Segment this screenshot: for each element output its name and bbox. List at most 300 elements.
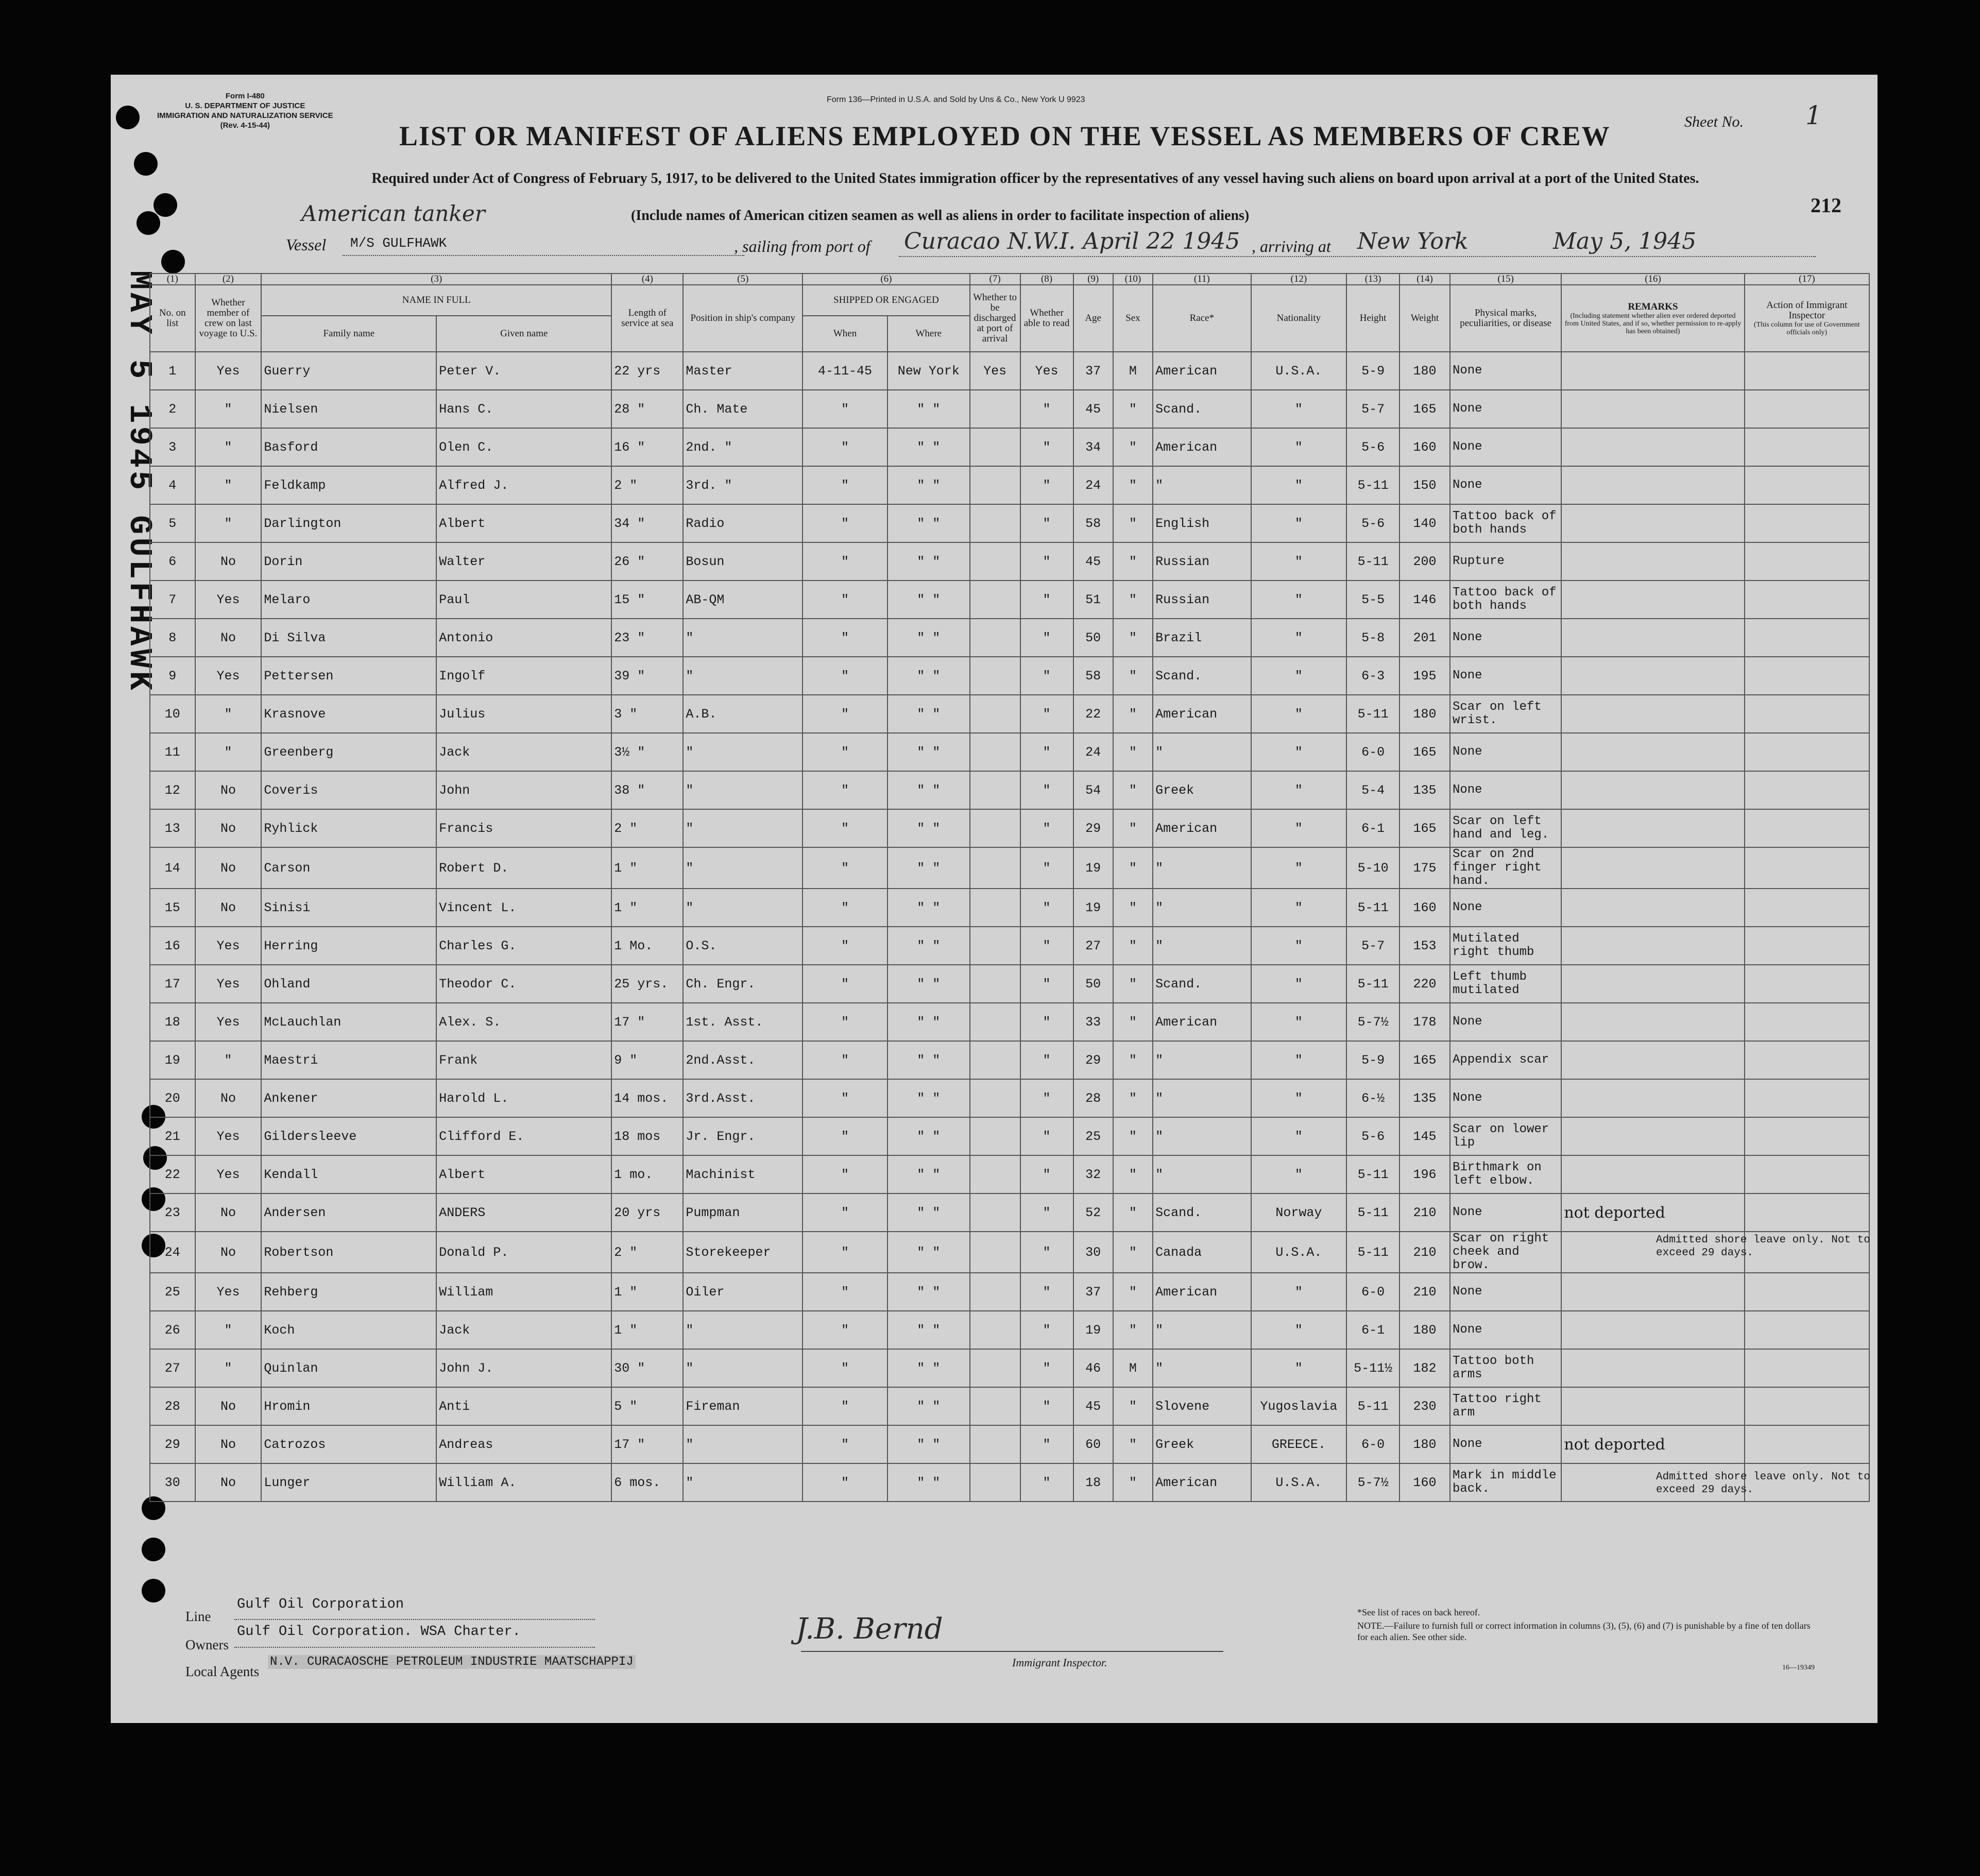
inspector-action-cell	[1745, 1041, 1869, 1079]
position-cell: "	[683, 847, 803, 889]
table-row	[150, 1079, 1869, 1117]
shipped-when-cell: "	[803, 847, 887, 889]
age-cell: 45	[1073, 390, 1113, 428]
sex-cell: "	[1113, 1193, 1153, 1232]
able-to-read-cell: "	[1020, 619, 1073, 657]
nationality-cell: "	[1251, 390, 1346, 428]
column-number-row	[150, 274, 1869, 285]
table-row	[150, 809, 1869, 847]
weight-cell: 180	[1399, 352, 1450, 390]
sex-cell: "	[1113, 927, 1153, 965]
remarks-cell	[1561, 428, 1744, 466]
discharged-cell	[970, 1003, 1020, 1041]
service-length-cell: 25 yrs.	[611, 965, 683, 1003]
given-name-cell: Andreas	[436, 1425, 611, 1463]
height-cell: 5-4	[1346, 771, 1399, 809]
remarks-cell	[1561, 1273, 1744, 1311]
colnum: (15)	[1450, 274, 1561, 285]
sex-cell: "	[1113, 1463, 1153, 1502]
age-cell: 51	[1073, 581, 1113, 619]
physical-marks-cell: Tattoo back of both hands	[1450, 504, 1561, 542]
height-cell: 5-6	[1346, 1117, 1399, 1155]
position-cell: "	[683, 1463, 803, 1502]
physical-marks-cell: None	[1450, 428, 1561, 466]
family-name-cell: Hromin	[261, 1387, 436, 1425]
shipped-where-cell: " "	[887, 771, 970, 809]
nationality-cell: "	[1251, 1003, 1346, 1041]
family-name-cell: Pettersen	[261, 657, 436, 695]
list-number-cell: 3	[150, 428, 195, 466]
prev-voyage-cell: No	[195, 1387, 262, 1425]
nationality-cell: U.S.A.	[1251, 1232, 1346, 1273]
service-length-cell: 5 "	[611, 1387, 683, 1425]
shipped-where-cell: " "	[887, 1425, 970, 1463]
inspector-signature: J.B. Bernd	[796, 1612, 943, 1646]
shipped-where-cell: New York	[887, 352, 970, 390]
sex-cell: "	[1113, 1273, 1153, 1311]
include-note: (Include names of American citizen seamen as well as aliens in order to facilitate inspection of aliens)	[631, 208, 1250, 224]
race-cell: American	[1153, 1463, 1251, 1502]
remarks-cell	[1561, 390, 1744, 428]
given-name-cell: Alfred J.	[436, 466, 611, 504]
physical-marks-cell: None	[1450, 466, 1561, 504]
colnum: (16)	[1561, 274, 1744, 285]
discharged-cell	[970, 542, 1020, 581]
inspector-label: Immigrant Inspector.	[1012, 1656, 1107, 1669]
prev-voyage-cell: No	[195, 542, 262, 581]
position-cell: AB-QM	[683, 581, 803, 619]
printer-line: Form 136—Printed in U.S.A. and Sold by Uns & Co., New York U 9923	[827, 95, 1085, 104]
arrival-date: May 5, 1945	[1553, 228, 1697, 254]
sailing-label: , sailing from port of	[734, 237, 870, 255]
shipped-where-cell: " "	[887, 695, 970, 733]
prev-voyage-cell: No	[195, 619, 262, 657]
prev-voyage-cell: No	[195, 1079, 262, 1117]
nationality-cell: "	[1251, 1079, 1346, 1117]
physical-marks-cell: Tattoo both arms	[1450, 1349, 1561, 1387]
weight-cell: 165	[1399, 390, 1450, 428]
table-row	[150, 965, 1869, 1003]
race-cell: "	[1153, 1155, 1251, 1193]
shipped-when-cell: "	[803, 809, 887, 847]
given-name-cell: Charles G.	[436, 927, 611, 965]
service-length-cell: 17 "	[611, 1003, 683, 1041]
colnum: (6)	[803, 274, 970, 285]
sex-cell: "	[1113, 1079, 1153, 1117]
sex-cell: M	[1113, 1349, 1153, 1387]
shipped-when-cell: "	[803, 619, 887, 657]
list-number-cell: 10	[150, 695, 195, 733]
remarks-title: REMARKS	[1628, 301, 1678, 312]
shipped-where-cell: " "	[887, 1463, 970, 1502]
prev-voyage-cell: "	[195, 695, 262, 733]
shipped-when-cell: "	[803, 889, 887, 927]
sex-cell: "	[1113, 542, 1153, 581]
shipped-when-cell: 4-11-45	[803, 352, 887, 390]
weight-cell: 210	[1399, 1273, 1450, 1311]
signature-line	[801, 1651, 1223, 1652]
nationality-cell: "	[1251, 889, 1346, 927]
nationality-cell: "	[1251, 1041, 1346, 1079]
shipped-where-cell: " "	[887, 809, 970, 847]
physical-marks-cell: Mutilated right thumb	[1450, 927, 1561, 965]
weight-cell: 180	[1399, 1311, 1450, 1349]
height-cell: 5-8	[1346, 619, 1399, 657]
line-underline	[234, 1619, 595, 1620]
table-row	[150, 1003, 1869, 1041]
header-prev-voyage: Whether member of crew on last voyage to U.S.	[195, 285, 262, 352]
agents-label: Local Agents	[185, 1664, 260, 1679]
inspector-action-cell	[1745, 542, 1869, 581]
race-cell: American	[1153, 1273, 1251, 1311]
sheet-number: 1	[1805, 100, 1822, 130]
prev-voyage-cell: "	[195, 504, 262, 542]
discharged-cell	[970, 1387, 1020, 1425]
remarks-cell	[1561, 927, 1744, 965]
family-name-cell: Dorin	[261, 542, 436, 581]
discharged-cell	[970, 1463, 1020, 1502]
height-cell: 5-11	[1346, 466, 1399, 504]
family-name-cell: Ryhlick	[261, 809, 436, 847]
admitted-note: Admitted shore leave only. Not to exceed 29 days.	[1656, 1234, 1870, 1259]
remarks-cell	[1561, 1349, 1744, 1387]
line-value: Gulf Oil Corporation	[237, 1597, 404, 1612]
header-weight: Weight	[1399, 285, 1450, 352]
able-to-read-cell: "	[1020, 1387, 1073, 1425]
table-row	[150, 1041, 1869, 1079]
shipped-when-cell: "	[803, 428, 887, 466]
physical-marks-cell: Tattoo back of both hands	[1450, 581, 1561, 619]
punch-hole	[142, 1538, 165, 1561]
age-cell: 60	[1073, 1425, 1113, 1463]
header-discharged: Whether to be discharged at port of arrival	[970, 285, 1020, 352]
table-row	[150, 847, 1869, 889]
nationality-cell: "	[1251, 619, 1346, 657]
remarks-cell	[1561, 1387, 1744, 1425]
table-row	[150, 1273, 1869, 1311]
weight-cell: 196	[1399, 1155, 1450, 1193]
shipped-when-cell: "	[803, 1425, 887, 1463]
nationality-cell: "	[1251, 927, 1346, 965]
weight-cell: 175	[1399, 847, 1450, 889]
family-name-cell: Gildersleeve	[261, 1117, 436, 1155]
remarks-cell	[1561, 581, 1744, 619]
punch-hole	[134, 152, 158, 176]
height-cell: 5-6	[1346, 428, 1399, 466]
shipped-where-cell: " "	[887, 1232, 970, 1273]
shipped-when-cell: "	[803, 542, 887, 581]
shipped-when-cell: "	[803, 1232, 887, 1273]
nationality-cell: "	[1251, 847, 1346, 889]
sex-cell: "	[1113, 657, 1153, 695]
action-desc: (This column for use of Government officials only)	[1754, 321, 1860, 336]
family-name-cell: Krasnove	[261, 695, 436, 733]
service-length-cell: 3½ "	[611, 733, 683, 771]
remarks-cell	[1561, 1311, 1744, 1349]
remarks-cell	[1561, 1117, 1744, 1155]
inspector-action-cell	[1745, 504, 1869, 542]
discharged-cell	[970, 695, 1020, 733]
remarks-cell: not deported	[1561, 1425, 1744, 1463]
form-number: Form I-480	[225, 92, 265, 100]
family-name-cell: Sinisi	[261, 889, 436, 927]
shipped-where-cell: " "	[887, 1387, 970, 1425]
position-cell: Fireman	[683, 1387, 803, 1425]
physical-marks-cell: None	[1450, 889, 1561, 927]
given-name-cell: William	[436, 1273, 611, 1311]
able-to-read-cell: "	[1020, 428, 1073, 466]
prev-voyage-cell: "	[195, 390, 262, 428]
list-number-cell: 13	[150, 809, 195, 847]
prev-voyage-cell: "	[195, 428, 262, 466]
weight-cell: 165	[1399, 809, 1450, 847]
prev-voyage-cell: Yes	[195, 581, 262, 619]
weight-cell: 160	[1399, 428, 1450, 466]
act-requirement: Required under Act of Congress of February 5, 1917, to be delivered to the United States immigration officer by the representatives of any vessel having such aliens on board upon arrival at a port of the United States.	[371, 170, 1699, 186]
remarks-cell	[1561, 695, 1744, 733]
race-cell: American	[1153, 809, 1251, 847]
physical-marks-cell: None	[1450, 657, 1561, 695]
physical-marks-cell: None	[1450, 1273, 1561, 1311]
given-name-cell: Albert	[436, 504, 611, 542]
form-agency-block	[157, 91, 333, 130]
inspector-action-cell	[1745, 619, 1869, 657]
weight-cell: 195	[1399, 657, 1450, 695]
given-name-cell: Jack	[436, 1311, 611, 1349]
discharged-cell	[970, 1117, 1020, 1155]
prev-voyage-cell: No	[195, 1232, 262, 1273]
inspector-action-cell	[1745, 1079, 1869, 1117]
nationality-cell: "	[1251, 1349, 1346, 1387]
table-row	[150, 1387, 1869, 1425]
service-length-cell: 2 "	[611, 1232, 683, 1273]
discharged-cell	[970, 1155, 1020, 1193]
position-cell: Bosun	[683, 542, 803, 581]
page-title: LIST OR MANIFEST OF ALIENS EMPLOYED ON THE VESSEL AS MEMBERS OF CREW	[399, 121, 1611, 151]
physical-marks-cell: None	[1450, 771, 1561, 809]
sex-cell: "	[1113, 390, 1153, 428]
header-family-name: Family name	[261, 316, 436, 352]
arriving-label: , arriving at	[1252, 237, 1331, 255]
shipped-when-cell: "	[803, 1463, 887, 1502]
family-name-cell: Kendall	[261, 1155, 436, 1193]
position-cell: 2nd. "	[683, 428, 803, 466]
remarks-cell: not deported	[1561, 1193, 1744, 1232]
discharged-cell: Yes	[970, 352, 1020, 390]
weight-cell: 220	[1399, 965, 1450, 1003]
list-number-cell: 29	[150, 1425, 195, 1463]
shipped-when-cell: "	[803, 1117, 887, 1155]
weight-cell: 230	[1399, 1387, 1450, 1425]
age-cell: 29	[1073, 809, 1113, 847]
nationality-cell: "	[1251, 466, 1346, 504]
colnum: (14)	[1399, 274, 1450, 285]
shipped-where-cell: " "	[887, 1041, 970, 1079]
prev-voyage-cell: No	[195, 771, 262, 809]
list-number-cell: 17	[150, 965, 195, 1003]
header-position: Position in ship's company	[683, 285, 803, 352]
list-number-cell: 4	[150, 466, 195, 504]
age-cell: 46	[1073, 1349, 1113, 1387]
discharged-cell	[970, 428, 1020, 466]
shipped-where-cell: " "	[887, 390, 970, 428]
age-cell: 54	[1073, 771, 1113, 809]
discharged-cell	[970, 889, 1020, 927]
vessel-underline	[343, 255, 744, 256]
service-length-cell: 20 yrs	[611, 1193, 683, 1232]
physical-marks-cell: Tattoo right arm	[1450, 1387, 1561, 1425]
height-cell: 5-11	[1346, 1232, 1399, 1273]
able-to-read-cell: "	[1020, 1425, 1073, 1463]
race-cell: American	[1153, 428, 1251, 466]
able-to-read-cell: "	[1020, 466, 1073, 504]
given-name-cell: Antonio	[436, 619, 611, 657]
able-to-read-cell: "	[1020, 771, 1073, 809]
table-row	[150, 1425, 1869, 1463]
height-cell: 5-7	[1346, 927, 1399, 965]
header-given-name: Given name	[436, 316, 611, 352]
discharged-cell	[970, 581, 1020, 619]
age-cell: 29	[1073, 1041, 1113, 1079]
service-length-cell: 2 "	[611, 809, 683, 847]
given-name-cell: Julius	[436, 695, 611, 733]
inspector-action-cell	[1745, 581, 1869, 619]
height-cell: 5-11	[1346, 965, 1399, 1003]
service-length-cell: 6 mos.	[611, 1463, 683, 1502]
penalty-note: NOTE.—Failure to furnish full or correct information in columns (3), (5), (6) and (7) is punishable by a fine of ten dollars for each alien. See other side.	[1357, 1621, 1811, 1642]
table-row	[150, 1232, 1869, 1273]
age-cell: 19	[1073, 847, 1113, 889]
route-underline	[899, 256, 1816, 257]
shipped-when-cell: "	[803, 1155, 887, 1193]
family-name-cell: Greenberg	[261, 733, 436, 771]
given-name-cell: John	[436, 771, 611, 809]
family-name-cell: Quinlan	[261, 1349, 436, 1387]
height-cell: 5-7½	[1346, 1463, 1399, 1502]
colnum: (3)	[261, 274, 611, 285]
nationality-cell: "	[1251, 695, 1346, 733]
able-to-read-cell: Yes	[1020, 352, 1073, 390]
discharged-cell	[970, 1349, 1020, 1387]
service-length-cell: 23 "	[611, 619, 683, 657]
sex-cell: "	[1113, 619, 1153, 657]
physical-marks-cell: Scar on lower lip	[1450, 1117, 1561, 1155]
weight-cell: 165	[1399, 1041, 1450, 1079]
weight-cell: 145	[1399, 1117, 1450, 1155]
age-cell: 50	[1073, 619, 1113, 657]
height-cell: 5-11	[1346, 1193, 1399, 1232]
list-number-cell: 22	[150, 1155, 195, 1193]
position-cell: "	[683, 771, 803, 809]
physical-marks-cell: Scar on right cheek and brow.	[1450, 1232, 1561, 1273]
able-to-read-cell: "	[1020, 581, 1073, 619]
prev-voyage-cell: "	[195, 1311, 262, 1349]
weight-cell: 135	[1399, 1079, 1450, 1117]
sex-cell: "	[1113, 733, 1153, 771]
discharged-cell	[970, 771, 1020, 809]
nationality-cell: "	[1251, 965, 1346, 1003]
able-to-read-cell: "	[1020, 657, 1073, 695]
nationality-cell: "	[1251, 809, 1346, 847]
weight-cell: 201	[1399, 619, 1450, 657]
age-cell: 58	[1073, 504, 1113, 542]
family-name-cell: Koch	[261, 1311, 436, 1349]
height-cell: 6-3	[1346, 657, 1399, 695]
age-cell: 52	[1073, 1193, 1113, 1232]
action-title: Action of Immigrant Inspector	[1766, 300, 1848, 321]
height-cell: 5-7	[1346, 390, 1399, 428]
colnum: (8)	[1020, 274, 1073, 285]
discharged-cell	[970, 1273, 1020, 1311]
colnum: (9)	[1073, 274, 1113, 285]
admitted-note: Admitted shore leave only. Not to exceed 29 days.	[1656, 1471, 1870, 1496]
service-length-cell: 16 "	[611, 428, 683, 466]
colnum: (10)	[1113, 274, 1153, 285]
shipped-when-cell: "	[803, 1193, 887, 1232]
given-name-cell: William A.	[436, 1463, 611, 1502]
remarks-cell	[1561, 1041, 1744, 1079]
weight-cell: 210	[1399, 1232, 1450, 1273]
header-nationality: Nationality	[1251, 285, 1346, 352]
shipped-when-cell: "	[803, 504, 887, 542]
nationality-cell: "	[1251, 504, 1346, 542]
weight-cell: 180	[1399, 1425, 1450, 1463]
prev-voyage-cell: Yes	[195, 965, 262, 1003]
header-name: NAME IN FULL	[261, 285, 611, 316]
service-name: IMMIGRATION AND NATURALIZATION SERVICE	[157, 111, 333, 120]
family-name-cell: Catrozos	[261, 1425, 436, 1463]
side-stamp: MAY 5 1945 GULFHAWK	[121, 270, 158, 693]
age-cell: 25	[1073, 1117, 1113, 1155]
vessel-label: Vessel	[286, 235, 327, 254]
inspector-action-cell	[1745, 1311, 1869, 1349]
remarks-cell	[1561, 771, 1744, 809]
height-cell: 5-11	[1346, 542, 1399, 581]
service-length-cell: 2 "	[611, 466, 683, 504]
list-number-cell: 6	[150, 542, 195, 581]
header-race: Race*	[1153, 285, 1251, 352]
inspector-action-cell	[1745, 771, 1869, 809]
discharged-cell	[970, 619, 1020, 657]
inspector-action-cell	[1745, 733, 1869, 771]
sex-cell: "	[1113, 809, 1153, 847]
colnum: (13)	[1346, 274, 1399, 285]
race-cell: Scand.	[1153, 657, 1251, 695]
race-cell: "	[1153, 1311, 1251, 1349]
nationality-cell: "	[1251, 1117, 1346, 1155]
position-cell: A.B.	[683, 695, 803, 733]
service-length-cell: 34 "	[611, 504, 683, 542]
given-name-cell: Olen C.	[436, 428, 611, 466]
family-name-cell: Basford	[261, 428, 436, 466]
height-cell: 6-0	[1346, 733, 1399, 771]
remarks-cell	[1561, 619, 1744, 657]
list-number-cell: 18	[150, 1003, 195, 1041]
position-cell: Pumpman	[683, 1193, 803, 1232]
sex-cell: "	[1113, 889, 1153, 927]
height-cell: 6-0	[1346, 1425, 1399, 1463]
race-cell: Canada	[1153, 1232, 1251, 1273]
race-cell: Russian	[1153, 581, 1251, 619]
service-length-cell: 26 "	[611, 542, 683, 581]
prev-voyage-cell: No	[195, 1193, 262, 1232]
able-to-read-cell: "	[1020, 1079, 1073, 1117]
list-number-cell: 9	[150, 657, 195, 695]
header-remarks	[1561, 285, 1744, 352]
physical-marks-cell: Scar on left wrist.	[1450, 695, 1561, 733]
age-cell: 37	[1073, 1273, 1113, 1311]
remarks-cell	[1561, 657, 1744, 695]
